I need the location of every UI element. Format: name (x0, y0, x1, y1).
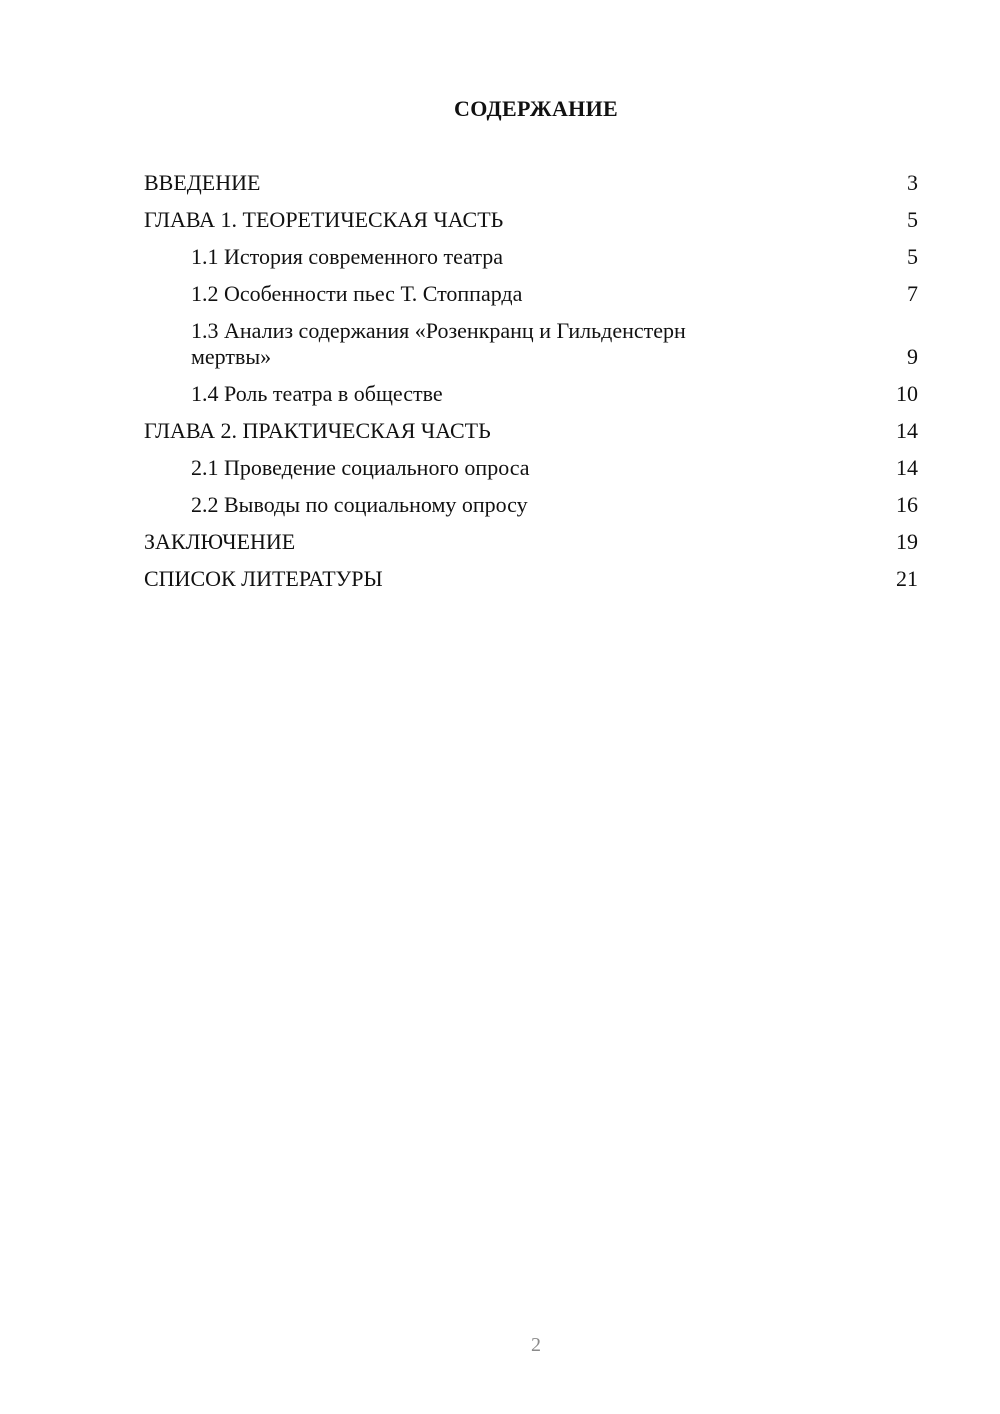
toc-entry-chapter-2[interactable] (144, 418, 918, 444)
toc-entry-page: 19 (896, 529, 918, 554)
table-of-contents (144, 170, 918, 603)
toc-entry-label: СПИСОК ЛИТЕРАТУРЫ (144, 566, 383, 591)
toc-entry-page: 9 (907, 344, 918, 369)
toc-entry-label: ЗАКЛЮЧЕНИЕ (144, 529, 296, 554)
toc-entry-bibliography[interactable] (144, 566, 918, 592)
toc-entry-chapter-1[interactable] (144, 207, 918, 233)
toc-entry-conclusion[interactable] (144, 529, 918, 555)
toc-entry-section-1-2[interactable] (144, 281, 918, 307)
toc-entry-section-1-4[interactable] (144, 381, 918, 407)
toc-entry-page: 14 (896, 418, 918, 443)
toc-entry-label: ГЛАВА 1. ТЕОРЕТИЧЕСКАЯ ЧАСТЬ (144, 207, 504, 232)
toc-entry-label: 2.1 Проведение социального опроса (191, 455, 530, 480)
toc-entry-page: 7 (907, 281, 918, 306)
toc-entry-page: 14 (896, 455, 918, 480)
toc-entry-label: 2.2 Выводы по социальному опросу (191, 492, 528, 517)
toc-entry-label: 1.3 Анализ содержания «Розенкранц и Гильденстерн мертвы» (191, 318, 686, 369)
toc-entry-label: ГЛАВА 2. ПРАКТИЧЕСКАЯ ЧАСТЬ (144, 418, 491, 443)
toc-entry-page: 5 (907, 244, 918, 269)
toc-entry-section-2-1[interactable] (144, 455, 918, 481)
toc-entry-page: 10 (896, 381, 918, 406)
toc-entry-introduction[interactable] (144, 170, 918, 196)
toc-entry-section-2-2[interactable] (144, 492, 918, 518)
toc-entry-page: 16 (896, 492, 918, 517)
toc-entry-label: 1.4 Роль театра в обществе (191, 381, 443, 406)
toc-entry-label: ВВЕДЕНИЕ (144, 170, 261, 195)
toc-entry-label: 1.2 Особенности пьес Т. Стоппарда (191, 281, 523, 306)
toc-entry-section-1-3[interactable] (144, 318, 918, 370)
toc-entry-page: 21 (896, 566, 918, 591)
toc-entry-page: 5 (907, 207, 918, 232)
page-number: 2 (531, 1334, 541, 1356)
page-title: СОДЕРЖАНИЕ (454, 96, 618, 121)
toc-entry-label: 1.1 История современного театра (191, 244, 503, 269)
toc-entry-section-1-1[interactable] (144, 244, 918, 270)
toc-entry-page: 3 (907, 170, 918, 195)
